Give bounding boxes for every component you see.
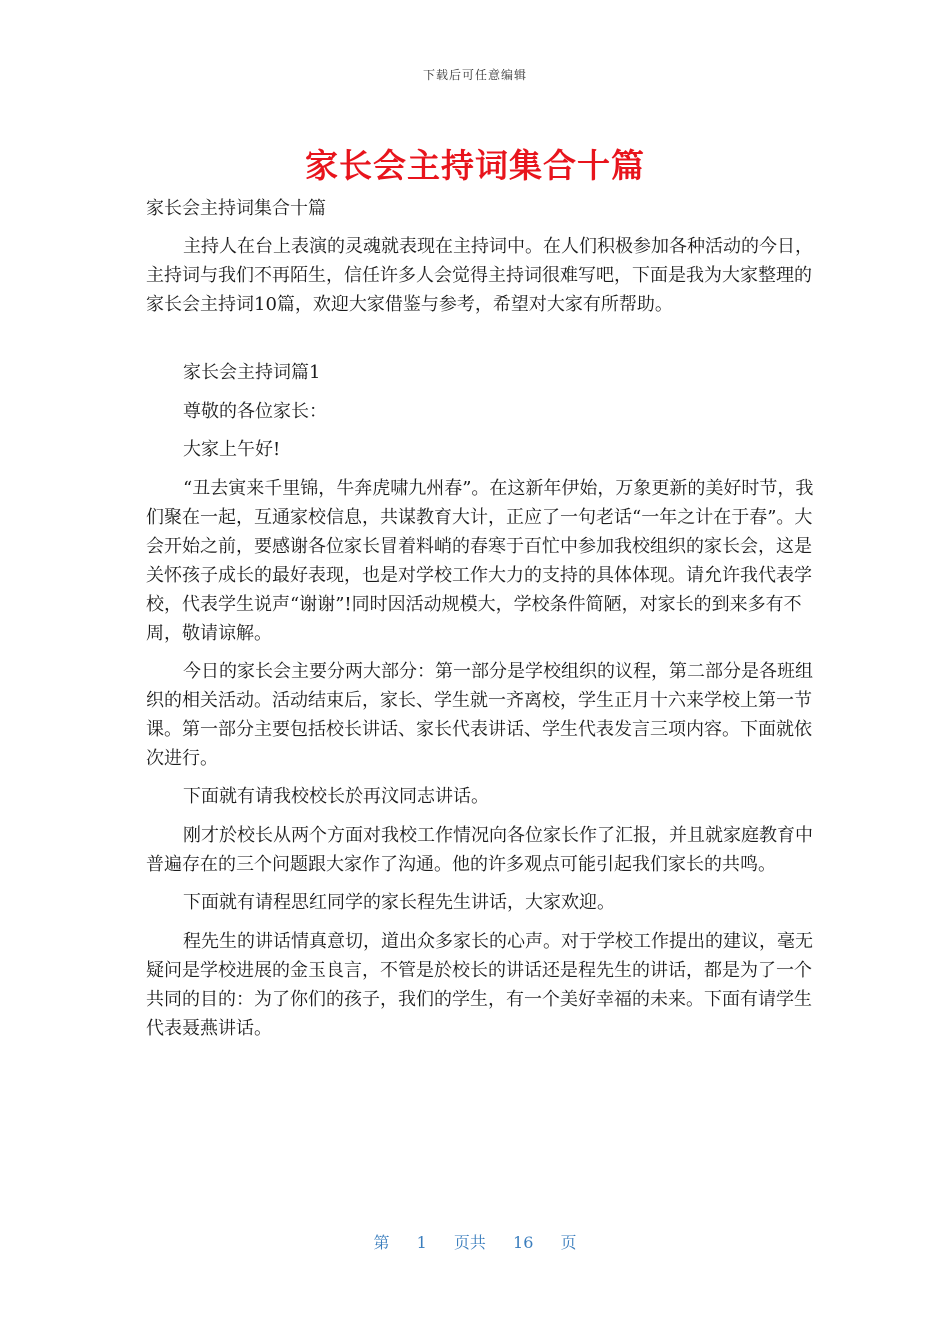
body-paragraph: “丑去寅来千里锦，牛奔虎啸九州春”。在这新年伊始，万象更新的美好时节，我们聚在一起，互通家校信息，共谋教育大计，正应了一句老话“一年之计在于春”。大会开始之前，要感谢各位家长冒着料峭的春寒于百忙中参加我校组织的家长会，这是关怀孩子成长的最好表现，也是对学校工作大力的支持的具体体现。请允许我代表学校，代表学生说声“谢谢”!同时因活动规模大，学校条件简陋，对家长的到来多有不周，敬请谅解。 bbox=[146, 477, 814, 644]
document-title: 家长会主持词集合十篇 bbox=[305, 146, 645, 185]
footer-prefix: 第 bbox=[373, 1233, 390, 1252]
document-body bbox=[146, 194, 816, 1052]
footer-middle: 页共 bbox=[453, 1233, 486, 1252]
page-footer bbox=[0, 1230, 950, 1253]
body-paragraph: 程先生的讲话情真意切，道出众多家长的心声。对于学校工作提出的建议，毫无疑问是学校进展的金玉良言，不管是於校长的讲话还是程先生的讲话，都是为了一个共同的目的：为了你们的孩子，我们的学生，有一个美好幸福的未来。下面有请学生代表聂燕讲话。 bbox=[146, 930, 813, 1039]
footer-total-pages: 16 bbox=[513, 1233, 534, 1252]
body-paragraph: 刚才於校长从两个方面对我校工作情况向各位家长作了汇报，并且就家庭教育中普遍存在的三个问题跟大家作了沟通。他的许多观点可能引起我们家长的共鸣。 bbox=[146, 824, 813, 875]
greeting: 大家上午好! bbox=[183, 439, 281, 461]
intro-paragraph: 主持人在台上表演的灵魂就表现在主持词中。在人们积极参加各种活动的今日，主持词与我们不再陌生，信任许多人会觉得主持词很难写吧，下面是我为大家整理的家长会主持词10篇，欢迎大家借鉴与参考，希望对大家有所帮助。 bbox=[146, 236, 813, 316]
body-paragraph: 下面就有请我校校长於再汶同志讲话。 bbox=[183, 786, 489, 808]
header-note: 下载后可任意编辑 bbox=[422, 68, 527, 82]
body-paragraph: 今日的家长会主要分两大部分：第一部分是学校组织的议程，第二部分是各班组织的相关活动。活动结束后，家长、学生就一齐离校，学生正月十六来学校上第一节课。第一部分主要包括校长讲话、家长代表讲话、学生代表发言三项内容。下面就依次进行。 bbox=[146, 660, 813, 769]
section-heading: 家长会主持词篇1 bbox=[183, 362, 321, 384]
salutation: 尊敬的各位家长： bbox=[183, 400, 327, 422]
subtitle-paragraph: 家长会主持词集合十篇 bbox=[146, 198, 326, 219]
footer-page-number: 1 bbox=[416, 1233, 427, 1252]
footer-suffix: 页 bbox=[560, 1233, 577, 1252]
body-paragraph: 下面就有请程思红同学的家长程先生讲话，大家欢迎。 bbox=[183, 892, 615, 914]
